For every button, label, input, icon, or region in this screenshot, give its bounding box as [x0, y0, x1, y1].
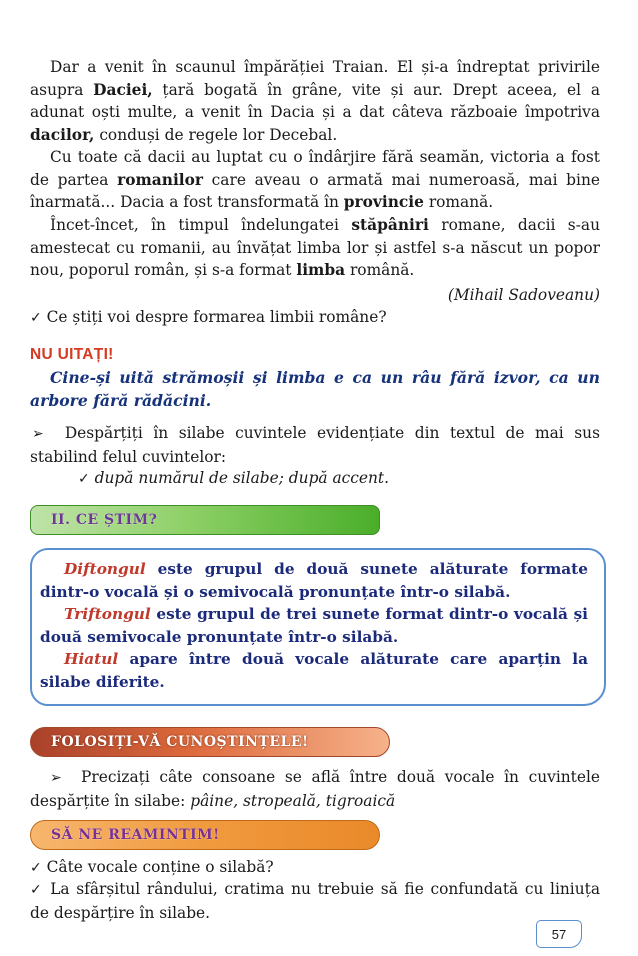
task-consonants: ➢ Precizați câte consoane se află între două vocale în cuvintele despărțite în silabe: pâine, stropeală, tigroaică — [30, 768, 600, 810]
section-heading-sa-ne-reamintim: SĂ NE REAMINTIM! — [30, 820, 380, 850]
definition-diftong: Diftongul este grupul de două sunete alăturate formate dintr-o vocală și o semivocală pronunțate într-o silabă. — [40, 560, 588, 601]
task-syllables-subitem: ✓ după numărul de silabe; după accent. — [78, 469, 390, 487]
check-icon: ✓ — [30, 882, 44, 898]
paragraph-1: Dar a venit în scaunul împărăției Traian. El și-a îndreptat privirile asupra Daciei, țară bogată în grâne, vite și aur. Drept aceea, el a adunat oști multe, a venit în Dacia și a dat câteva războaie împotriva dacilor, conduși de regele lor Decebal. — [30, 58, 600, 144]
paragraph-2: Cu toate că dacii au luptat cu o îndârjire fără seamăn, victoria a fost de partea romanilor care aveau o armată mai numeroasă, mai bine înarmată... Dacia a fost transformată în provincie romană. — [30, 148, 600, 211]
arrow-bullet-icon: ➢ — [32, 426, 44, 442]
check-icon: ✓ — [78, 471, 90, 487]
question-formation: ✓ Ce știți voi despre formarea limbii române? — [30, 308, 387, 326]
page-number: 57 — [536, 920, 582, 948]
check-icon: ✓ — [30, 310, 42, 326]
reminder-heading: NU UITAȚI! — [30, 346, 114, 363]
definitions-box — [30, 548, 606, 706]
section-heading-folositi: FOLOSIȚI-VĂ CUNOȘTINȚELE! — [30, 727, 390, 757]
check-icon: ✓ — [30, 860, 42, 876]
section-heading-ce-stim: II. CE ȘTIM? — [30, 505, 380, 535]
task-syllables: ➢ Despărțiți în silabe cuvintele evidențiate din textul de mai sus stabilind felul cuvintelor: — [30, 424, 600, 466]
reminder-quote: Cine-și uită strămoșii și limba e ca un râu fără izvor, ca un arbore fără rădăcini. — [30, 368, 600, 410]
paragraph-3: Încet-încet, în timpul îndelungatei stăpâniri romane, dacii s-au amestecat cu romanii, au învățat limba lor și astfel s-a născut un popor nou, poporul român, și s-a format limba română. — [30, 216, 600, 279]
arrow-bullet-icon: ➢ — [50, 770, 62, 786]
definition-triftong: Triftongul este grupul de trei sunete format dintr-o vocală și două semivocale pronunțate într-o silabă. — [40, 605, 588, 646]
author-attribution: (Mihail Sadoveanu) — [447, 286, 600, 304]
question-vowels: ✓ Câte vocale conține o silabă? — [30, 858, 274, 876]
note-hyphen: ✓ La sfârșitul rândului, cratima nu trebuie să fie confundată cu liniuța de despărțire în silabe. — [30, 880, 600, 922]
definition-hiat: Hiatul apare între două vocale alăturate care aparțin la silabe diferite. — [40, 650, 588, 691]
